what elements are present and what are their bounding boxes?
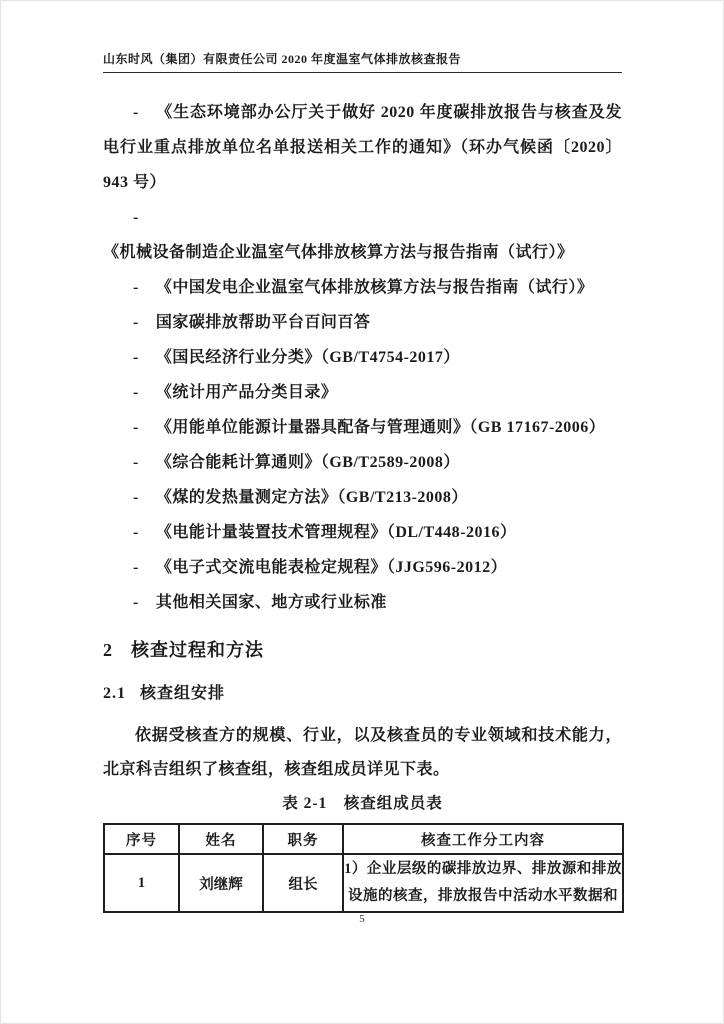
dash-marker: - xyxy=(133,104,139,121)
reference-item xyxy=(103,410,622,445)
reference-item xyxy=(103,550,622,585)
dash-marker: - xyxy=(133,279,139,296)
subsection-number: 2.1 xyxy=(103,685,126,702)
section-heading-2 xyxy=(103,638,622,663)
reference-text: 《国民经济行业分类》（GB/T4754-2017） xyxy=(155,349,460,366)
header-cell-role: 职务 xyxy=(263,824,343,854)
table-header-row xyxy=(104,824,623,854)
intro-paragraph: 依据受核查方的规模、行业，以及核查员的专业领域和技术能力，北京科吉组织了核查组，核查组成员详见下表。 xyxy=(103,727,622,778)
reference-text: 国家碳排放帮助平台百问百答 xyxy=(155,314,371,331)
reference-item xyxy=(103,480,622,515)
reference-item xyxy=(103,95,622,200)
reference-text: 其他相关国家、地方或行业标准 xyxy=(155,594,387,611)
header-cell-name: 姓名 xyxy=(179,824,263,854)
reference-text: 《用能单位能源计量器具配备与管理通则》（GB 17167-2006） xyxy=(155,419,606,436)
reference-item xyxy=(103,270,622,305)
reference-item xyxy=(103,585,622,620)
section-heading-2-1 xyxy=(103,683,622,705)
page-number: 5 xyxy=(359,913,365,925)
section-title: 核查过程和方法 xyxy=(131,640,264,660)
reference-item xyxy=(103,445,622,480)
reference-item xyxy=(103,340,622,375)
reference-text: 《综合能耗计算通则》（GB/T2589-2008） xyxy=(155,454,460,471)
page-header xyxy=(103,1,622,73)
cell-index: 1 xyxy=(104,854,179,912)
dash-marker: - xyxy=(133,524,139,541)
reference-text: 《煤的发热量测定方法》（GB/T213-2008） xyxy=(155,489,468,506)
reference-item xyxy=(103,305,622,340)
dash-marker: - xyxy=(133,594,139,611)
dash-marker: - xyxy=(133,489,139,506)
reference-item xyxy=(103,375,622,410)
dash-marker: - xyxy=(133,419,139,436)
dash-marker: - xyxy=(133,314,139,331)
reference-text: 《电能计量装置技术管理规程》（DL/T448-2016） xyxy=(155,524,517,541)
reference-text: 《生态环境部办公厅关于做好 2020 年度碳排放报告与核查及发电行业重点排放单位名单报送相关工作的通知》（环办气候函〔2020〕943 号） xyxy=(103,104,622,191)
section-number: 2 xyxy=(103,640,113,660)
reference-item xyxy=(103,515,622,550)
header-cell-duty: 核查工作分工内容 xyxy=(343,824,623,854)
reference-text: 《电子式交流电能表检定规程》（JJG596-2012） xyxy=(155,559,508,576)
reference-text: 《机械设备制造企业温室气体排放核算方法与报告指南（试行）》 xyxy=(103,244,574,261)
cell-role: 组长 xyxy=(263,854,343,912)
reference-item xyxy=(103,200,622,270)
dash-marker: - xyxy=(133,349,139,366)
dash-marker: - xyxy=(133,384,139,401)
cell-duty: 1）企业层级的碳排放边界、排放源和排放设施的核查，排放报告中活动水平数据和 xyxy=(343,854,623,912)
reference-text: 《统计用产品分类目录》 xyxy=(155,384,338,401)
document-title: 山东时风（集团）有限责任公司 2020 年度温室气体排放核查报告 xyxy=(103,51,622,73)
table-row xyxy=(104,854,623,912)
dash-marker: - xyxy=(133,209,139,226)
reference-text: 《中国发电企业温室气体排放核算方法与报告指南（试行）》 xyxy=(155,279,594,296)
header-cell-no: 序号 xyxy=(104,824,179,854)
subsection-title: 核查组安排 xyxy=(140,685,226,702)
table-caption: 表 2-1 核查组成员表 xyxy=(282,795,443,812)
cell-name: 刘继辉 xyxy=(179,854,263,912)
reference-list xyxy=(103,95,622,620)
members-table xyxy=(103,823,624,913)
dash-marker: - xyxy=(133,454,139,471)
dash-marker: - xyxy=(133,559,139,576)
